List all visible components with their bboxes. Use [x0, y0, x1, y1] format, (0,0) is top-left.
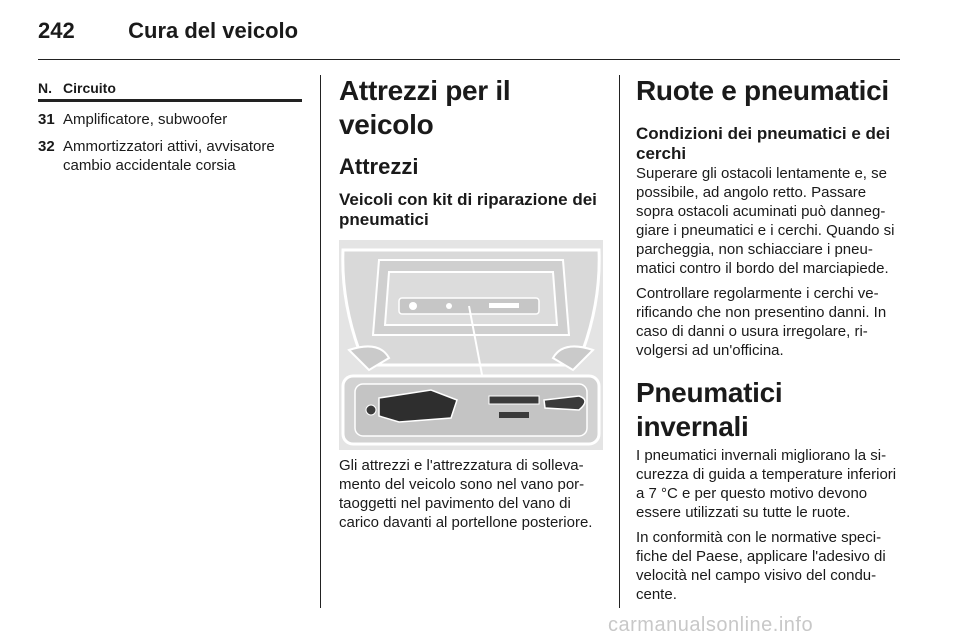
tools-illustration — [339, 240, 603, 450]
tools-title: Attrezzi per il veicolo — [339, 75, 511, 140]
fuse-table-head-circuit: Circuito — [63, 80, 116, 96]
fuse-number: 32 — [38, 138, 55, 155]
fuse-table — [38, 80, 302, 175]
tools-subtitle: Attrezzi — [339, 154, 419, 179]
tools-subsubtitle: Veicoli con kit di riparazione dei pneumatici — [339, 190, 597, 229]
tyres-title: Ruote e pneumatici — [636, 75, 889, 106]
tools-caption: Gli attrezzi e l'attrezzatura di sollevamento del veicolo sono nel vano portaoggetti nel pavimento del vano di carico davanti al portellone posteriore. — [339, 457, 593, 531]
tyres-section — [636, 74, 902, 604]
rim-check-paragraph: Controllare regolarmente i cerchi verificando che non presentino danni. In caso di danni o usura irregolare, rivolgersi ad un'officina. — [636, 285, 887, 359]
tyre-condition-heading: Condizioni dei pneumatici e dei cerchi — [636, 124, 891, 163]
fuse-table-row — [38, 137, 302, 175]
fuse-number: 31 — [38, 111, 55, 128]
tools-illustration-svg — [339, 240, 603, 450]
section-title: Cura del veicolo — [128, 18, 299, 43]
fuse-table-row — [38, 110, 302, 129]
speed-sticker-paragraph: In conformità con le normative specifiche del Paese, applicare l'adesivo di velocità nel campo visivo del conducente. — [636, 529, 886, 603]
column-divider — [320, 75, 321, 608]
fuse-table-head-number: N. — [38, 80, 52, 96]
page-number: 242 — [38, 18, 75, 43]
winter-tyres-paragraph: I pneumatici invernali migliorano la sicurezza di guida a temperature inferiori a 7 °C e per questo motivo devono essere utilizzati su tutte le ruote. — [636, 447, 897, 521]
tyre-condition-paragraph: Superare gli ostacoli lentamente e, se possibile, ad angolo retto. Passare sopra ostacoli acuminati può danneggiare i pneumatici e i cerchi. Quando si parcheggia, non schiacciare i pneumatici contro il bordo del marciapiede. — [636, 165, 895, 277]
winter-tyres-title: Pneumatici invernali — [636, 377, 783, 442]
header-rule — [38, 59, 900, 60]
watermark: carmanualsonline.info — [608, 614, 814, 636]
fuse-circuit: Ammortizzatori attivi, avvisatore cambio accidentale corsia — [63, 138, 275, 174]
tools-section — [339, 74, 603, 532]
fuse-table-header — [38, 80, 302, 102]
page-header — [38, 18, 298, 44]
fuse-circuit: Amplificatore, subwoofer — [63, 111, 228, 128]
column-divider — [619, 75, 620, 608]
